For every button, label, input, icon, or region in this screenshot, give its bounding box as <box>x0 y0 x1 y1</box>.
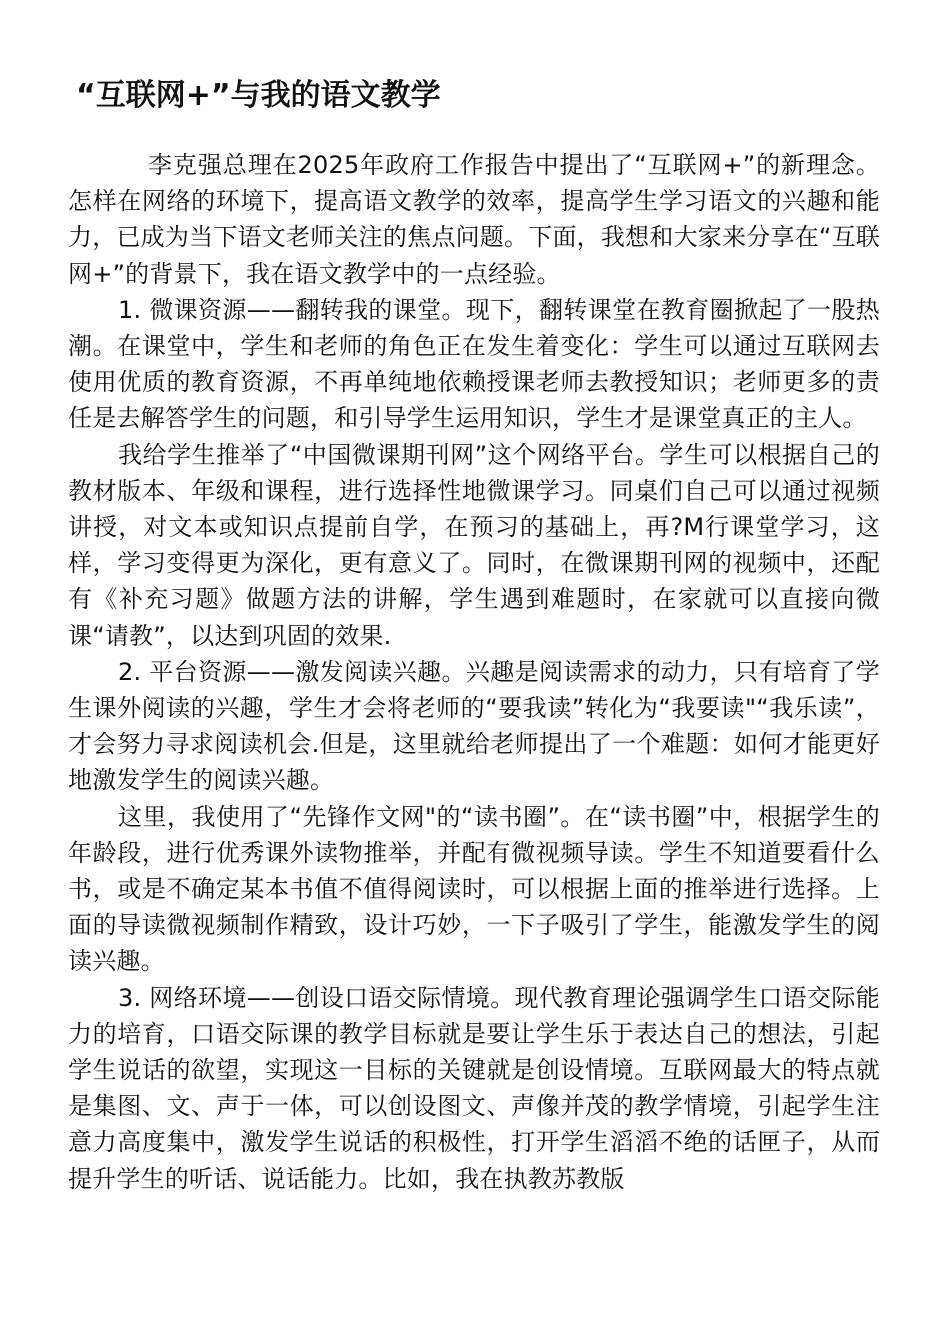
paragraph-intro: 李克强总理在2025年政府工作报告中提出了“互联网+”的新理念。怎样在网络的环境下，提高语文教学的效率，提高学生学习语文的兴趣和能力，已成为当下语文老师关注的焦点问题。下面，我想和大家来分享在“互联网+”的背景下，我在语文教学中的一点经验。 <box>68 151 880 288</box>
paragraph-section-3: 3. 网络环境——创设口语交际情境。现代教育理论强调学生口语交际能力的培育，口语交际课的教学目标就是要让学生乐于表达自己的想法，引起学生说话的欲望，实现这一目标的关键就是创设情境。互联网最大的特点就是集图、文、声于一体，可以创设图文、声像并茂的教学情境，引起学生注意力高度集中，激发学生说话的积极性，打开学生滔滔不绝的话匣子，从而提升学生的听话、说话能力。比如，我在执教苏教版 <box>68 983 880 1193</box>
document-title: “互联网+”与我的语文教学 <box>76 78 441 113</box>
paragraph-section-1: 1. 微课资源——翻转我的课堂。现下，翻转课堂在教育圈掀起了一股热潮。在课堂中，学生和老师的角色正在发生着变化：学生可以通过互联网去使用优质的教育资源，不再单纯地依赖授课老师去教授知识；老师更多的责任是去解答学生的问题，和引导学生运用知识，学生才是课堂真正的主人。 <box>68 295 880 433</box>
paragraph-section-2-detail: 这里，我使用了“先锋作文网"的“读书圈”。在“读书圈”中，根据学生的年龄段，进行优秀课外读物推举，并配有微视频导读。学生不知道要看什么书，或是不确定某本书值不值得阅读时，可以根据上面的推举进行选择。上面的导读微视频制作精致，设计巧妙，一下子吸引了学生，能激发学生的阅读兴趣。 <box>68 802 880 976</box>
document-body <box>68 147 880 1197</box>
paragraph-section-2: 2. 平台资源——激发阅读兴趣。兴趣是阅读需求的动力，只有培育了学生课外阅读的兴趣，学生才会将老师的“要我读”转化为“我要读"“我乐读”，才会努力寻求阅读机会.但是，这里就给老师提出了一个难题：如何才能更好地激发学生的阅读兴趣。 <box>68 657 880 795</box>
paragraph-section-1-detail: 我给学生推举了“中国微课期刊网”这个网络平台。学生可以根据自己的教材版本、年级和课程，进行选择性地微课学习。同桌们自己可以通过视频讲授，对文本或知识点提前自学，在预习的基础上，再?M行课堂学习，这样，学习变得更为深化，更有意义了。同时，在微课期刊网的视频中，还配有《补充习题》做题方法的讲解，学生遇到难题时，在家就可以直接向微课“请教”，以达到巩固的效果. <box>68 440 880 650</box>
